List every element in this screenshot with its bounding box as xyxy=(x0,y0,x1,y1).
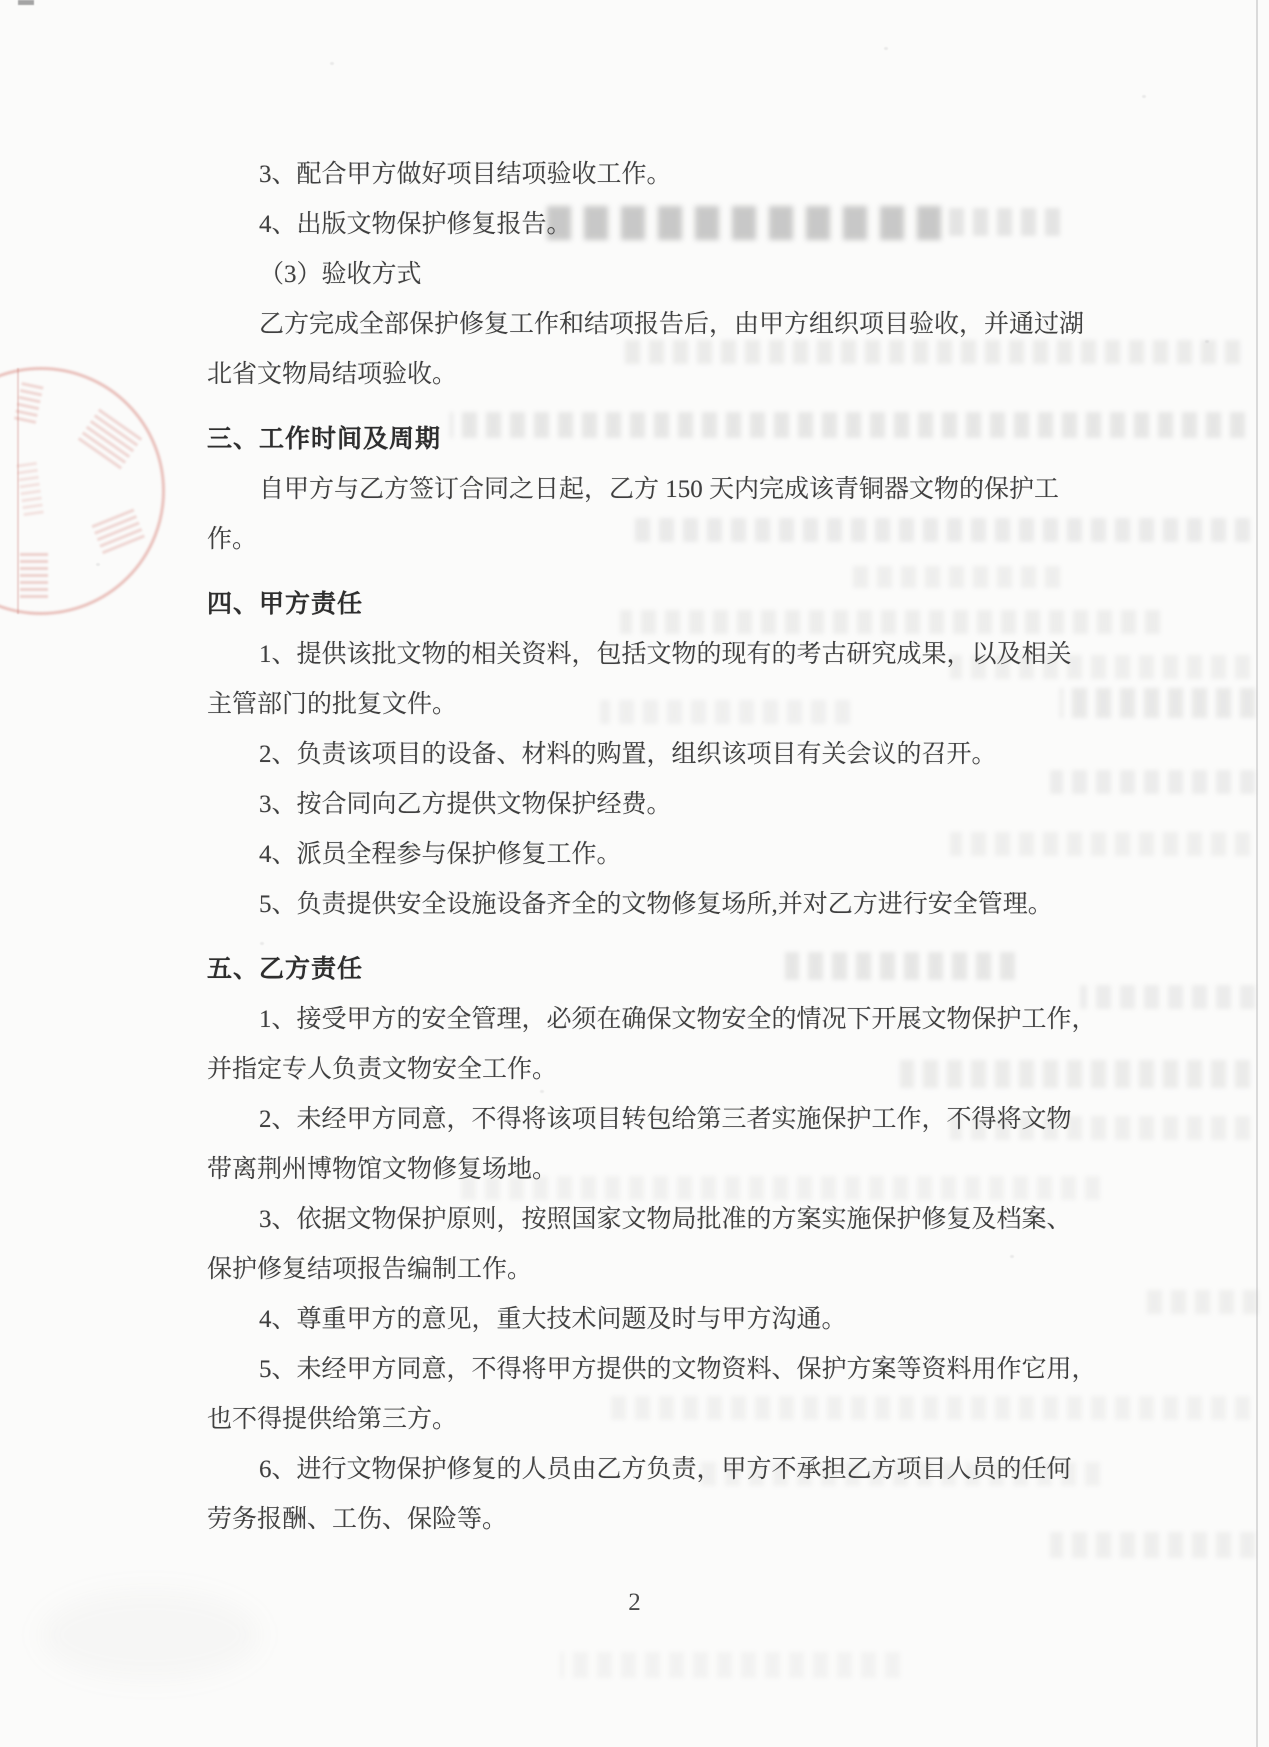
scan-edge-line xyxy=(1256,0,1258,1747)
text-line: 5、未经甲方同意，不得将甲方提供的文物资料、保护方案等资料用作它用， xyxy=(259,1356,1097,1383)
bleed-through-artifact xyxy=(1080,985,1255,1009)
text-line: 5、负责提供安全设施设备齐全的文物修复场所,并对乙方进行安全管理。 xyxy=(259,891,1053,918)
text-line: 乙方完成全部保护修复工作和结项报告后，由甲方组织项目验收，并通过湖 xyxy=(259,311,1085,338)
text-line: 2、负责该项目的设备、材料的购置，组织该项目有关会议的召开。 xyxy=(259,741,997,768)
text-line: （3）验收方式 xyxy=(259,261,422,288)
red-seal-glyph xyxy=(20,550,48,598)
bleed-through-artifact xyxy=(1050,770,1255,794)
scan-speck xyxy=(96,563,100,566)
text-line: 4、尊重甲方的意见，重大技术问题及时与甲方沟通。 xyxy=(259,1306,847,1333)
scan-speck xyxy=(1142,95,1146,98)
text-line: 4、派员全程参与保护修复工作。 xyxy=(259,841,622,868)
text-line: 3、依据文物保护原则，按照国家文物局批准的方案实施保护修复及档案、 xyxy=(259,1206,1072,1233)
scan-speck xyxy=(884,47,888,50)
text-line: 自甲方与乙方签订合同之日起，乙方 150 天内完成该青铜器文物的保护工 xyxy=(259,476,1060,503)
bleed-through-artifact xyxy=(1140,1290,1258,1314)
text-line: 6、进行文物保护修复的人员由乙方负责，甲方不承担乙方项目人员的任何 xyxy=(259,1456,1072,1483)
text-line: 3、配合甲方做好项目结项验收工作。 xyxy=(259,161,672,188)
section-heading: 五、乙方责任 xyxy=(207,956,364,983)
document-body xyxy=(207,150,1097,1545)
text-line: 2、未经甲方同意，不得将该项目转包给第三者实施保护工作，不得将文物 xyxy=(259,1106,1072,1133)
text-line: 1、提供该批文物的相关资料，包括文物的现有的考古研究成果，以及相关 xyxy=(259,641,1072,668)
text-line: 并指定专人负责文物安全工作。 xyxy=(207,1056,558,1083)
page-number: 2 xyxy=(628,1589,641,1616)
text-line: 3、按合同向乙方提供文物保护经费。 xyxy=(259,791,672,818)
text-line: 保护修复结项报告编制工作。 xyxy=(207,1256,533,1283)
text-line: 北省文物局结项验收。 xyxy=(207,361,458,388)
scan-speck xyxy=(330,62,334,65)
text-line: 带离荆州博物馆文物修复场地。 xyxy=(207,1156,558,1183)
bleed-through-artifact xyxy=(560,1652,900,1678)
text-line: 1、接受甲方的安全管理，必须在确保文物安全的情况下开展文物保护工作， xyxy=(259,1006,1097,1033)
text-line: 作。 xyxy=(207,526,258,553)
section-heading: 四、甲方责任 xyxy=(207,591,364,618)
bleed-through-artifact xyxy=(1050,1532,1255,1558)
text-line: 也不得提供给第三方。 xyxy=(207,1406,458,1433)
scan-speck xyxy=(1205,340,1209,343)
text-line: 4、出版文物保护修复报告。 xyxy=(259,211,572,238)
bleed-through-artifact xyxy=(1060,688,1255,718)
section-heading: 三、工作时间及周期 xyxy=(207,426,442,453)
text-line: 劳务报酬、工伤、保险等。 xyxy=(207,1506,508,1533)
scan-corner-mark xyxy=(18,0,34,5)
text-line: 主管部门的批复文件。 xyxy=(207,691,458,718)
